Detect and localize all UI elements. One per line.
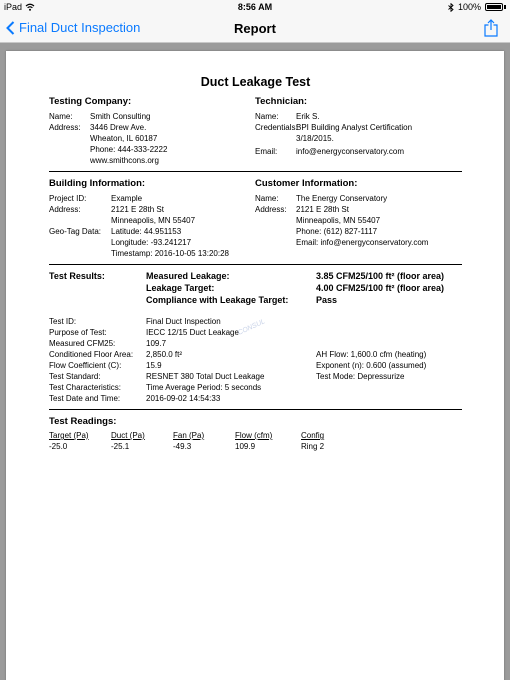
technician-email: info@energyconservatory.com	[296, 147, 405, 156]
page-title: Report	[234, 21, 276, 36]
building-info-heading: Building Information:	[49, 178, 146, 189]
customer-address-line: Minneapolis, MN 55407	[296, 216, 381, 225]
latitude: Latitude: 44.951153	[111, 227, 182, 236]
customer-address-line: 2121 E 28th St	[296, 205, 349, 214]
back-button-label: Final Duct Inspection	[19, 20, 141, 35]
table-cell: Ring 2	[301, 442, 325, 451]
status-bar	[0, 0, 510, 14]
customer-email: Email: info@energyconservatory.com	[296, 238, 429, 247]
company-website: www.smithcons.org	[90, 156, 159, 165]
company-address-line: 3446 Drew Ave.	[90, 123, 147, 132]
test-results-heading: Test Results:	[49, 271, 105, 281]
company-address-label: Address:	[49, 123, 81, 132]
section-divider	[49, 264, 462, 265]
column-header: Fan (Pa)	[173, 431, 205, 440]
building-customer-section	[49, 178, 462, 259]
credentials-label: Credentials:	[255, 123, 298, 132]
battery-percent: 100%	[457, 2, 481, 12]
share-icon[interactable]	[484, 19, 498, 37]
customer-info-heading: Customer Information:	[255, 178, 358, 189]
customer-info-block	[255, 178, 462, 259]
customer-phone: Phone: (612) 827-1117	[296, 227, 378, 236]
compliance-label: Compliance with Leakage Target:	[146, 295, 289, 305]
building-info-block	[49, 178, 255, 259]
table-cell: -25.0	[49, 442, 68, 451]
credentials-line: BPI Building Analyst Certification	[296, 123, 413, 132]
geo-timestamp: Timestamp: 2016-10-05 13:20:28	[111, 249, 229, 258]
measured-leakage-label: Measured Leakage:	[146, 271, 230, 281]
longitude: Longitude: -93.241217	[111, 238, 192, 247]
leakage-target-value: 4.00 CFM25/100 ft² (floor area)	[316, 283, 445, 293]
report-title: Duct Leakage Test	[200, 75, 311, 89]
column-header: Duct (Pa)	[111, 431, 145, 440]
customer-name-label: Name:	[255, 194, 279, 203]
company-technician-section	[49, 96, 462, 166]
geo-tag-label: Geo-Tag Data:	[49, 227, 102, 236]
technician-block	[255, 96, 462, 166]
credentials-line: 3/18/2015.	[296, 134, 334, 143]
report-document	[49, 77, 462, 452]
test-details	[49, 316, 462, 404]
measured-leakage-value: 3.85 CFM25/100 ft² (floor area)	[316, 271, 445, 281]
column-header: Config	[301, 431, 325, 440]
test-results-summary	[49, 271, 462, 306]
table-cell: -25.1	[111, 442, 130, 451]
technician-email-label: Email:	[255, 147, 278, 156]
customer-name: The Energy Conservatory	[296, 194, 388, 203]
bluetooth-icon	[448, 3, 454, 12]
technician-heading: Technician:	[255, 96, 308, 107]
detail-row: Measured CFM25: 109.7	[49, 339, 167, 348]
detail-row: Purpose of Test: IECC 12/15 Duct Leakage	[49, 328, 239, 337]
testing-company-block	[49, 96, 255, 166]
company-address-line: Wheaton, IL 60187	[90, 134, 158, 143]
compliance-value: Pass	[316, 295, 338, 305]
section-divider	[49, 171, 462, 172]
testing-company-heading: Testing Company:	[49, 96, 132, 107]
test-readings-table	[49, 430, 462, 452]
building-address-line: Minneapolis, MN 55407	[111, 216, 196, 225]
leakage-target-label: Leakage Target:	[146, 283, 215, 293]
project-id-label: Project ID:	[49, 194, 87, 203]
technician-name-label: Name:	[255, 112, 279, 121]
test-readings-heading: Test Readings:	[49, 416, 117, 427]
battery-icon	[485, 3, 503, 11]
detail-row: Flow Coefficient (C): 15.9 Exponent (n): 0.600 (assumed)	[49, 361, 427, 370]
technician-name: Erik S.	[296, 112, 320, 121]
project-id: Example	[111, 194, 143, 203]
table-cell: 109.9	[235, 442, 256, 451]
detail-row: Test Date and Time: 2016-09-02 14:54:33	[49, 394, 221, 403]
company-phone: Phone: 444-333-2222	[90, 145, 168, 154]
detail-row: Test ID: Final Duct Inspection	[49, 317, 221, 326]
detail-row: Test Standard: RESNET 380 Total Duct Leakage Test Mode: Depressurize	[49, 372, 405, 381]
company-name-label: Name:	[49, 112, 73, 121]
building-address-label: Address:	[49, 205, 81, 214]
clock: 8:56 AM	[237, 2, 273, 12]
report-page[interactable]	[6, 51, 504, 680]
company-name: Smith Consulting	[90, 112, 151, 121]
customer-address-label: Address:	[255, 205, 287, 214]
detail-row: Conditioned Floor Area: 2,850.0 ft² AH Flow: 1,600.0 cfm (heating)	[49, 350, 427, 359]
column-header: Flow (cfm)	[235, 431, 273, 440]
building-address-line: 2121 E 28th St	[111, 205, 164, 214]
table-cell: -49.3	[173, 442, 192, 451]
navigation-bar	[0, 14, 510, 43]
section-divider	[49, 409, 462, 410]
detail-row: Test Characteristics: Time Average Period: 5 seconds	[49, 383, 262, 392]
column-header: Target (Pa)	[49, 431, 89, 440]
watermark: CONSUL	[236, 318, 267, 337]
device-label: iPad	[4, 2, 23, 12]
